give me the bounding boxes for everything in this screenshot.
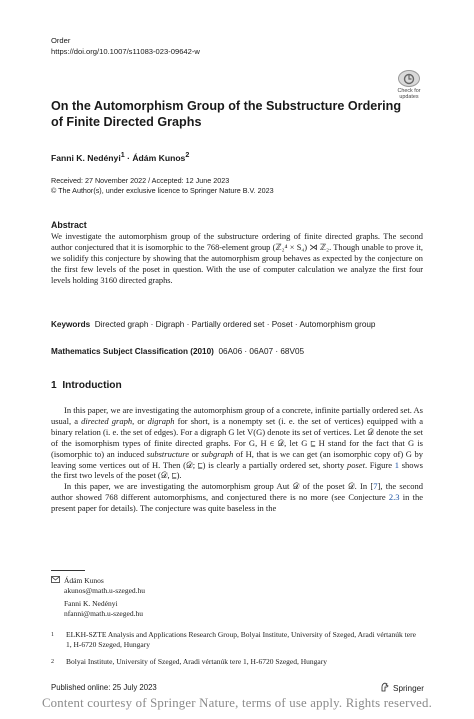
journal-name: Order [51,36,71,45]
corresponding-author-email[interactable]: akunos@math.u-szeged.hu [64,586,146,595]
abstract-heading: Abstract [51,220,87,230]
intro-paragraph-2 [51,481,423,514]
intro-text: , or [132,415,148,426]
term-directed-graph: directed graph [81,415,133,426]
introduction-body [51,405,423,514]
intro-text: in the present paper for details). The conjecture was quite baseless in the [51,492,423,514]
intro-text: for short, is a nonempty set (i. e. the set of vertices) equipped with a binary relation (i. e. the set of edges). For a digraph G let V(G) denote its set of vertices. Let 𝒟 denote the set of the isomorphism types of finite directed graphs. For G, H ∈ 𝒟, let G ⊑ H stand for the fact that G is (isomorphic to) an induced [51,415,423,459]
springer-horse-icon [380,682,390,694]
copyright-line: © The Author(s), under exclusive licence to Springer Nature B.V. 2023 [51,186,274,195]
abstract-part-2: . Though unable to prove it, we solidify this conjecture by showing that the automorphism group behaves as expected by the conjecture on the first few levels of the poset in question. With the use of computer calculation we analyze the first four levels holding 3160 directed graphs. [51,242,423,285]
affiliation-number: 1 [51,632,54,638]
courtesy-watermark: Content courtesy of Springer Nature, terms of use apply. Rights reserved. [41,696,433,710]
affiliation-text: ELKH-SZTE Analysis and Applications Research Group, Bolyai Institute, University of Szeged, Aradi vértanúk tere 1, H-6720 Szeged, Hungary [66,630,416,649]
envelope-icon [51,576,64,586]
citation-link[interactable]: 7 [373,481,378,492]
conjecture-link[interactable]: 2.3 [388,492,400,503]
author-separator: · [124,152,133,163]
check-for-updates-badge[interactable] [394,70,424,100]
doi-link[interactable]: https://doi.org/10.1007/s11083-023-09642-w [51,46,200,56]
section-title: Introduction [62,380,122,391]
keywords [51,320,423,329]
msc-classification [51,347,423,356]
abstract-part-1: We investigate the automorphism group of the substructure ordering of finite directed graphs. The second author conjectured that it is isomorphic to the 768-element group ( [51,232,423,252]
msc-text: 06A06 · 06A07 · 68V05 [218,347,305,356]
intro-text: . Figure [364,459,395,470]
msc-label: Mathematics Subject Classification (2010) [51,347,214,356]
intro-text: shows the first two levels of the poset (𝒟, ⊑). [51,459,423,481]
publication-dates [51,176,274,196]
published-online: Published online: 25 July 2023 [51,683,157,692]
affiliation-2 [51,657,423,667]
springer-name: Springer [393,683,424,693]
term-subgraph: subgraph [201,448,234,459]
check-label-1: Check for [397,88,421,94]
corresponding-author-name: Ádám Kunos [64,576,104,585]
intro-text: ], the second author showed 768 different automorphisms, and conjectured there is no more (see Conjecture [51,481,423,503]
intro-text: or [188,448,202,459]
correspondence-block [51,576,145,619]
check-label-2: updates [399,94,419,100]
term-substructure: substructure [146,448,189,459]
coauthor-name: Fanni K. Nedényi [64,599,118,608]
intro-text: In this paper, we are investigating the automorphism group Aut 𝒟 of the poset 𝒟. In [ [64,481,374,492]
abstract-text [51,232,423,287]
keywords-text: Directed graph · Digraph · Partially ordered set · Poset · Automorphism group [94,320,376,329]
author-line [51,151,189,163]
abstract-formula: ℤ₂⁴ × S₄) ⋊ ℤ₂ [275,242,330,252]
author-2-affil: 2 [185,151,190,159]
author-1[interactable]: Fanni K. Nedényi [51,152,121,163]
received-accepted: Received: 27 November 2022 / Accepted: 12 June 2023 [51,176,230,185]
affiliation-1 [51,630,423,650]
term-digraph: digraph [147,415,175,426]
section-number: 1 [51,380,57,391]
intro-text: of H, that is we can get (an isomorphic copy of) G by leaving some vertices out of H. Then (𝒟; ⊑) is clearly a partially ordered set, shorty [51,448,423,470]
affiliation-text: Bolyai Institute, University of Szeged, Aradi vértanúk tere 1, H-6720 Szeged, Hungary [66,657,327,666]
intro-text: In this paper, we are investigating the automorphism group of a concrete, infinite partially ordered set. As usual, a [51,405,423,426]
section-heading [51,380,122,391]
paper-title: On the Automorphism Group of the Substructure Ordering of Finite Directed Graphs [51,99,402,129]
springer-logo [380,682,424,694]
affiliation-number: 2 [51,659,54,665]
keywords-label: Keywords [51,320,91,329]
journal-header [51,36,200,57]
intro-paragraph-1 [51,405,423,481]
coauthor-email[interactable]: nfanni@math.u-szeged.hu [64,609,143,618]
author-1-affil: 1 [120,151,125,159]
figure-link[interactable]: 1 [394,459,399,470]
author-2[interactable]: Ádám Kunos [132,152,186,163]
term-poset: poset [346,459,365,470]
check-updates-icon [398,70,420,87]
footnote-divider [51,570,85,571]
